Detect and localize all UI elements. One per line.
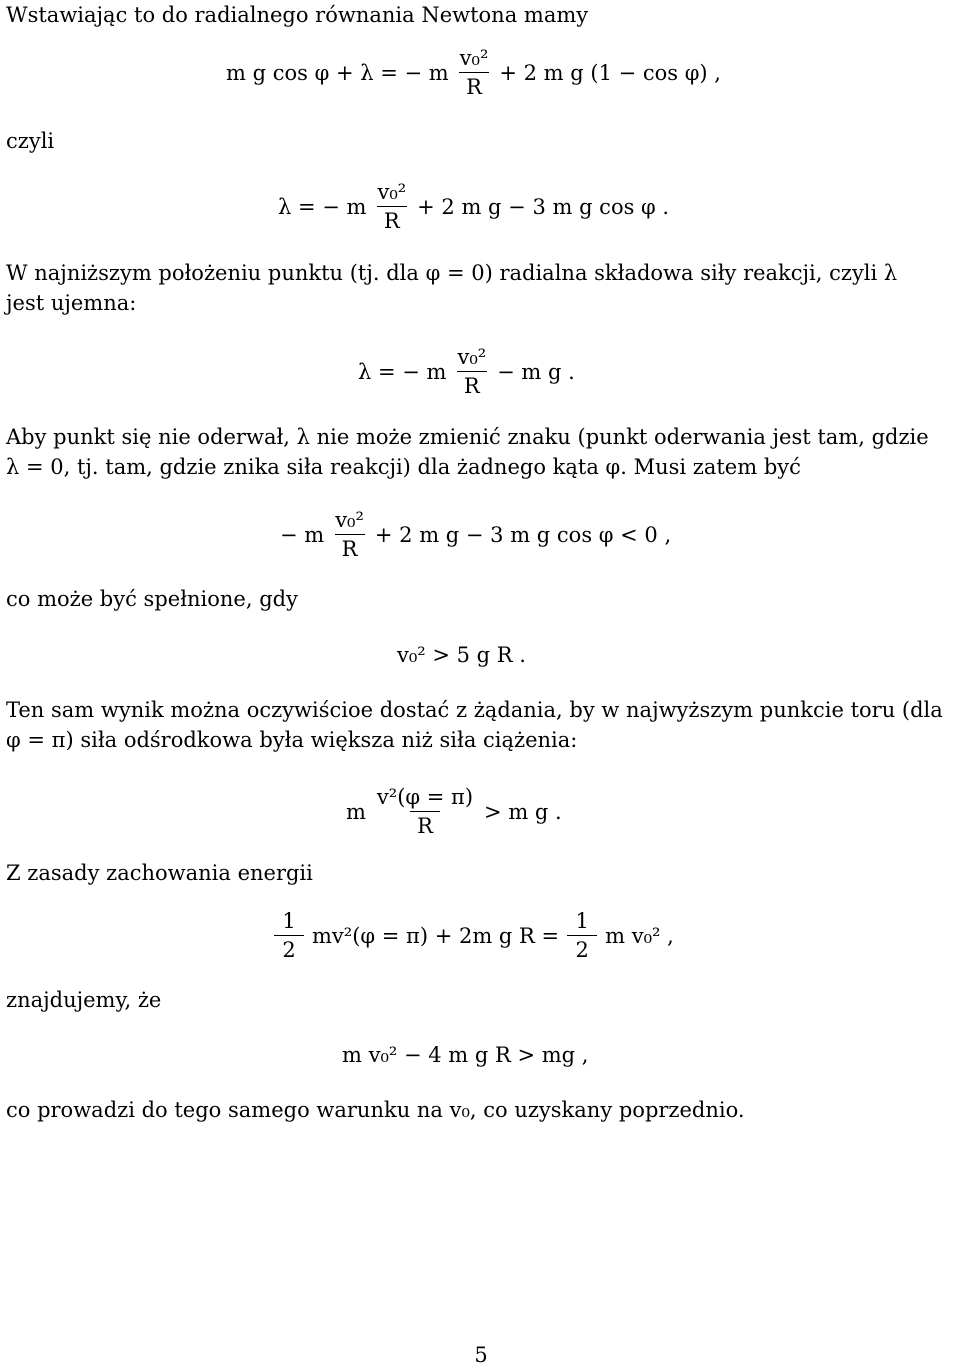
eq3-left: λ = − m	[358, 359, 447, 384]
eq1-fraction	[457, 46, 492, 99]
eq7-middle: mv²(φ = π) + 2m g R =	[312, 923, 560, 948]
eq5: v₀² > 5 g R .	[397, 643, 526, 667]
eq7-numerator-b: 1	[575, 909, 589, 933]
co-moze-line: co może być spełnione, gdy	[6, 587, 298, 611]
eq6-left: m	[346, 799, 366, 824]
para2-line-2: λ = 0, tj. tam, gdzie znika siła reakcji) dla żadnego kąta φ. Musi zatem być	[6, 455, 801, 479]
para3-line-1: Ten sam wynik można oczywiściоe dostać z żądania, by w najwyższym punkcie toru (dla	[6, 698, 943, 722]
equation-centrifugal	[344, 785, 564, 838]
eq7-fraction-a	[274, 909, 304, 962]
eq1-numerator: v₀²	[459, 46, 489, 70]
paragraph-lowest-point	[6, 258, 956, 318]
eq4-left: − m	[280, 522, 325, 547]
eq8: m v₀² − 4 m g R > mg ,	[342, 1043, 589, 1067]
equation-inequality-lambda	[278, 508, 673, 561]
equation-final-inequality	[340, 1040, 590, 1070]
equation-lambda-general	[276, 180, 671, 233]
eq6-fraction	[374, 785, 476, 838]
eq7-right: m v₀² ,	[605, 923, 674, 948]
eq6-denominator: R	[410, 811, 440, 838]
eq4-fraction	[332, 508, 367, 561]
czyli-text	[6, 126, 956, 156]
equation-energy	[268, 909, 676, 962]
eq2-right: + 2 m g − 3 m g cos φ .	[417, 194, 670, 219]
eq3-fraction	[454, 345, 489, 398]
eq1-right: + 2 m g (1 − cos φ) ,	[499, 60, 721, 85]
eq6-numerator: v²(φ = π)	[376, 785, 474, 809]
final-text	[6, 1095, 956, 1125]
para3-line-2: φ = π) siła odśrodkowa była większa niż siła ciążenia:	[6, 728, 578, 752]
znajdujemy-text	[6, 985, 956, 1015]
eq2-numerator: v₀²	[377, 180, 407, 204]
zasady-text	[6, 858, 956, 888]
paragraph-no-detach	[6, 422, 956, 482]
eq2-left: λ = − m	[278, 194, 367, 219]
para2-line-1: Aby punkt się nie oderwał, λ nie może zmienić znaku (punkt oderwania jest tam, gdzie	[6, 425, 929, 449]
co-moze-text	[6, 584, 956, 614]
zasady-line: Z zasady zachowania energii	[6, 861, 313, 885]
znajdujemy-line: znajdujemy, że	[6, 988, 162, 1012]
para1-line-1: W najniższym położeniu punktu (tj. dla φ = 0) radialna składowa siły reakcji, czyli λ	[6, 261, 898, 285]
equation-radial-newton	[224, 46, 723, 99]
eq3-right: − m g .	[497, 359, 575, 384]
eq1-denominator: R	[459, 72, 489, 99]
equation-lambda-lowest	[356, 345, 577, 398]
equation-v0-condition	[395, 640, 528, 670]
eq7-numerator-a: 1	[282, 909, 296, 933]
para1-line-2: jest ujemna:	[6, 291, 137, 315]
eq6-right: > m g .	[484, 799, 562, 824]
eq7-fraction-b	[567, 909, 597, 962]
eq7-denominator-a: 2	[274, 935, 304, 962]
czyli-line: czyli	[6, 129, 55, 153]
eq1-left: m g cos φ + λ = − m	[226, 60, 449, 85]
page-number: 5	[474, 1343, 488, 1367]
intro-line: Wstawiając to do radialnego równania Newtona mamy	[6, 3, 589, 27]
eq4-numerator: v₀²	[335, 508, 364, 532]
eq7-denominator-b: 2	[567, 935, 597, 962]
paragraph-top-point	[6, 695, 956, 755]
final-line: co prowadzi do tego samego warunku na v₀, co uzyskany poprzednio.	[6, 1098, 745, 1122]
eq3-denominator: R	[457, 371, 487, 398]
intro-text	[6, 0, 956, 30]
eq4-right: + 2 m g − 3 m g cos φ < 0 ,	[374, 522, 672, 547]
eq2-denominator: R	[377, 206, 407, 233]
eq3-numerator: v₀²	[457, 345, 487, 369]
eq4-denominator: R	[335, 534, 365, 561]
eq2-fraction	[374, 180, 409, 233]
